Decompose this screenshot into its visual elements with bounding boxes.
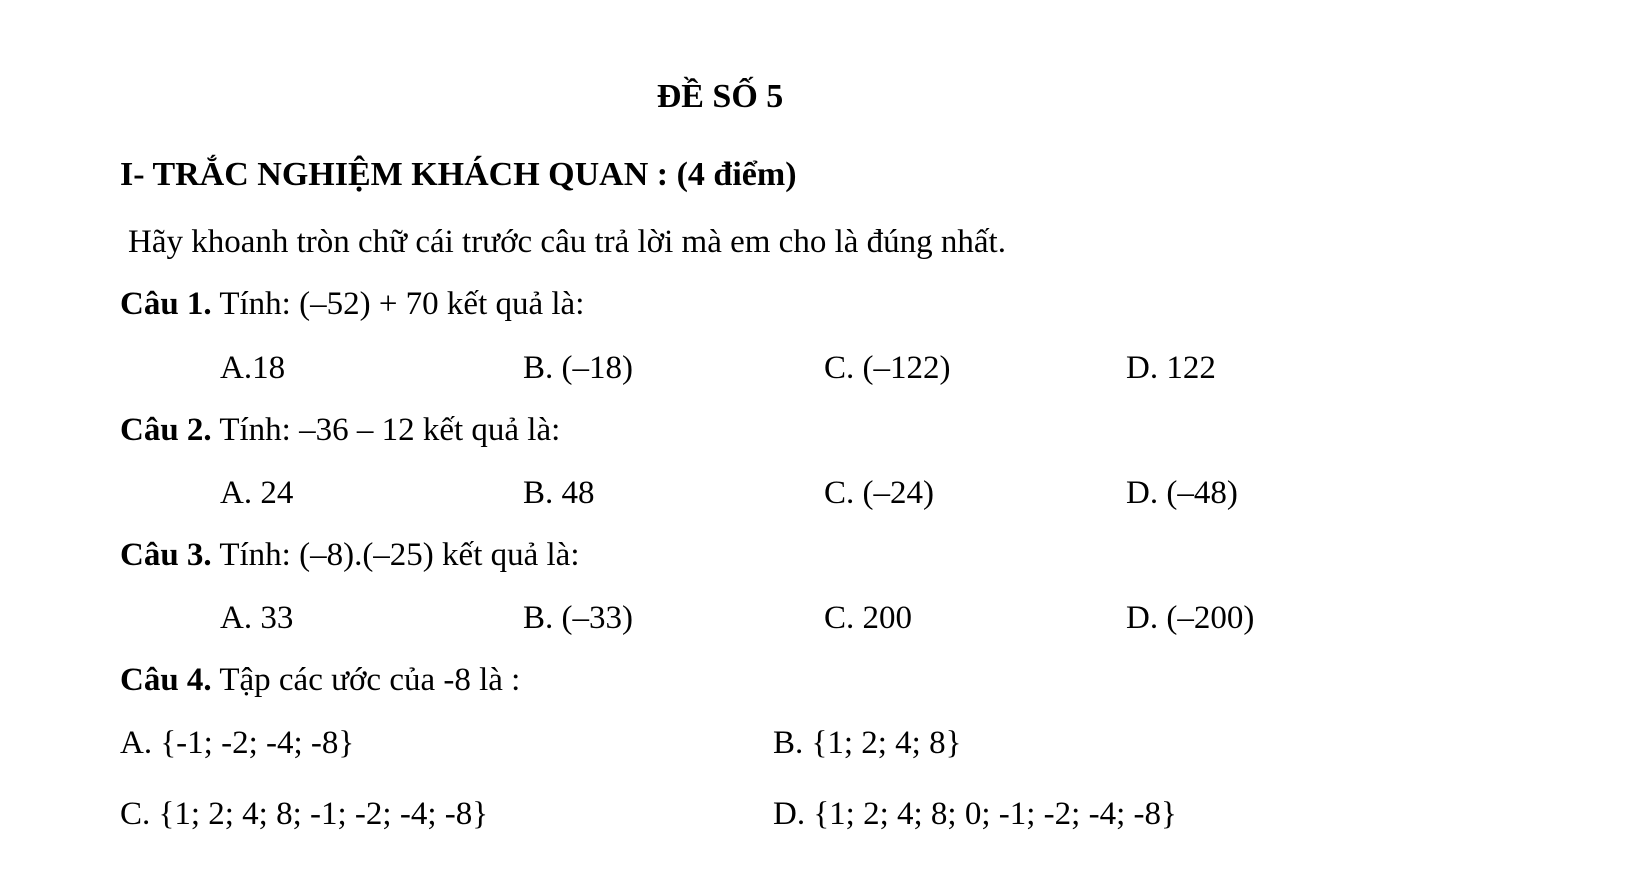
section-heading: I- TRẮC NGHIỆM KHÁCH QUAN : (4 điểm) [120,156,797,193]
question-4 [120,662,520,699]
question-2-option-a: A. 24 [220,475,294,511]
instruction-text: Hãy khoanh tròn chữ cái trước câu trả lời mà em cho là đúng nhất. [128,224,1006,260]
question-4-text: Tập các ước của -8 là : [211,662,521,698]
question-2-option-c: C. (–24) [824,475,934,511]
question-2-option-b: B. 48 [523,475,595,511]
question-1-label: Câu 1. [120,286,212,322]
exam-title: ĐỀ SỐ 5 [656,78,784,115]
question-4-option-c: C. {1; 2; 4; 8; -1; -2; -4; -8} [120,796,489,832]
question-3-option-c: C. 200 [824,600,913,636]
question-3-option-d: D. (–200) [1126,600,1255,636]
question-2-label: Câu 2. [120,412,212,448]
question-3-option-b: B. (–33) [523,600,633,636]
question-3-label: Câu 3. [120,537,212,573]
question-1-option-b: B. (–18) [523,350,633,386]
question-3-option-a: A. 33 [220,600,294,636]
question-2-text: Tính: –36 – 12 kết quả là: [211,412,561,448]
question-1-text: Tính: (–52) + 70 kết quả là: [211,286,585,322]
question-4-option-a: A. {-1; -2; -4; -8} [120,725,355,761]
question-1-option-d: D. 122 [1126,350,1216,386]
question-1-option-a: A.18 [220,350,286,386]
question-1-option-c: C. (–122) [824,350,951,386]
question-2-option-d: D. (–48) [1126,475,1238,511]
question-2 [120,412,560,449]
question-4-label: Câu 4. [120,662,212,698]
question-3-text: Tính: (–8).(–25) kết quả là: [211,537,580,573]
question-1 [120,286,584,323]
question-4-option-b: B. {1; 2; 4; 8} [773,725,962,761]
question-4-option-d: D. {1; 2; 4; 8; 0; -1; -2; -4; -8} [773,796,1177,832]
question-3 [120,537,580,574]
